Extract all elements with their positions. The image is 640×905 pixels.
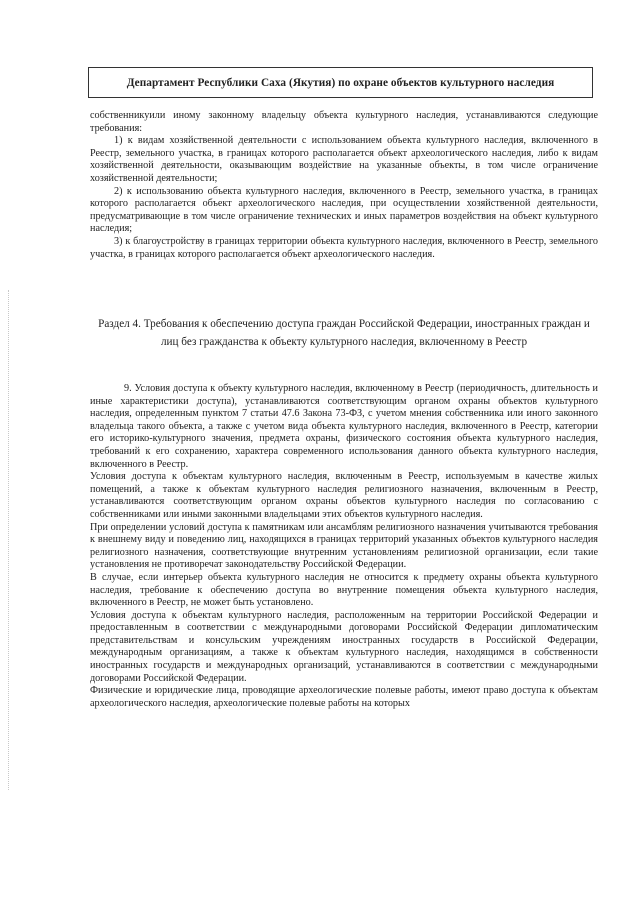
department-header bbox=[88, 67, 593, 98]
requirement-item-2: 2) к использованию объекта культурного наследия, включенного в Реестр, земельного участка, в границах которого располагается объект археологического наследия, при осуществлении хозяйственной деятельности, предусматривающие в том числе ограничение технических и иных параметров воздействия на объект культурного наследия; bbox=[90, 185, 598, 235]
paragraph-religious: При определении условий доступа к памятникам или ансамблям религиозного назначения учитываются требования к внешнему виду и поведению лиц, находящихся в границах территорий указанных объектов культурного наследия религиозного назначения, соответствующие внутренним установлениям религиозной организации, если такие установления не противоречат законодательству Российской Федерации. bbox=[90, 521, 598, 571]
department-title: Департамент Республики Саха (Якутия) по охране объектов культурного наследия bbox=[126, 76, 555, 89]
paragraph-archaeology: Физические и юридические лица, проводящие археологические полевые работы, имеют право доступа к объектам археологического наследия, археологические полевые работы на которых bbox=[90, 685, 598, 709]
section-body bbox=[90, 383, 598, 710]
paragraph-diplomatic: Условия доступа к объектам культурного наследия, расположенным на территории Российской Федерации и предоставленным в соответствии с международными договорами Российской Федерации дипломатическим представительствам и консульским учреждениям иностранных государств в Российской Федерации, международным организациям, а также к объектам культурного наследия, находящимся в собственности иностранных государств и международных организаций, устанавливаются в соответствии с международными договорами Российской Федерации. bbox=[90, 609, 598, 684]
requirements-list bbox=[90, 110, 598, 261]
requirement-item-3: 3) к благоустройству в границах территории объекта культурного наследия, включенного в Реестр, земельного участка, в границах которого располагается объект археологического наследия. bbox=[90, 235, 598, 260]
intro-line: собственникуили иному законному владельцу объекта культурного наследия, устанавливаются следующие требования: bbox=[90, 110, 598, 134]
section-heading: Раздел 4. Требования к обеспечению доступа граждан Российской Федерации, иностранных граждан и лиц без гражданства к объекту культурного наследия, включенному в Реестр bbox=[98, 318, 590, 348]
scan-margin-artifact bbox=[8, 290, 11, 790]
paragraph-interior: В случае, если интерьер объекта культурного наследия не относится к предмету охраны объекта культурного наследия, требование к обеспечению доступа во внутренние помещения объекта культурного наследия, включенного в Реестр, не может быть установлено. bbox=[90, 571, 598, 609]
requirement-item-1: 1) к видам хозяйственной деятельности с использованием объекта культурного наследия, включенного в Реестр, земельного участка, в границах которого располагается объект археологического наследия, либо к видам хозяйственной деятельности, оказывающим воздействие на указанные объекты, в том числе ограничение хозяйственной деятельности; bbox=[90, 135, 598, 184]
paragraph-housing: Условия доступа к объектам культурного наследия, включенным в Реестр, используемым в качестве жилых помещений, а также к объектам культурного наследия религиозного назначения, включенным в Реестр, устанавливаются соответствующим органом охраны объектов культурного наследия по согласованию с собственниками или иными законными владельцами этих объектов культурного наследия. bbox=[90, 471, 598, 520]
paragraph-9: 9. Условия доступа к объекту культурного наследия, включенному в Реестр (периодичность, длительность и иные характеристики доступа), устанавливаются соответствующим органом охраны объектов культурного наследия, определенным пунктом 7 статьи 47.6 Закона 73-ФЗ, с учетом мнения собственника или иного законного владельца такого объекта, а также с учетом вида объекта культурного наследия, включенного в Реестр, категории его историко-культурного значения, предмета охраны, физического состояния объекта культурного наследия, требований к его сохранению, характера современного использования данного объекта культурного наследия, включенного в Реестр. bbox=[90, 383, 598, 470]
